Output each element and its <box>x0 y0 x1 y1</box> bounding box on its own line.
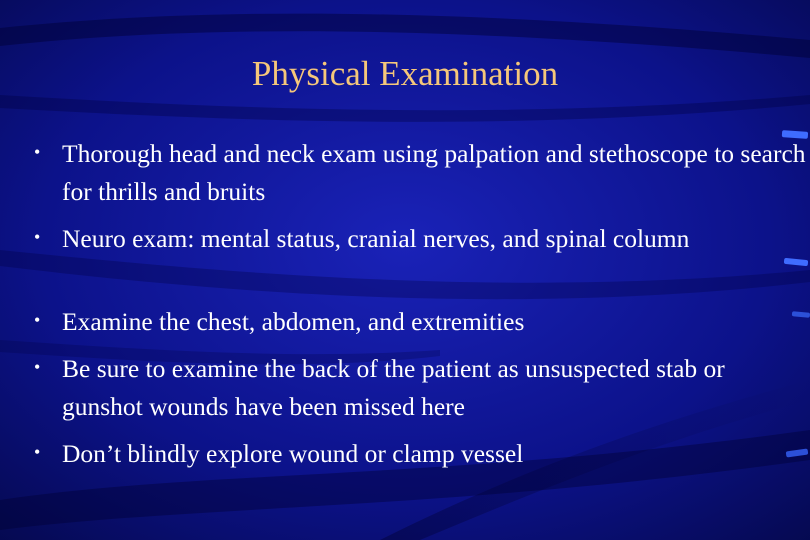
bullet-dot: • <box>34 142 41 162</box>
slide-title: Physical Examination <box>251 54 559 93</box>
bullet-text: Be sure to examine the back of the patient as unsuspected stab or gunshot wounds have been missed here <box>62 354 725 421</box>
bullet-item <box>34 220 807 258</box>
bullet-dot: • <box>34 442 41 462</box>
bullet-item <box>34 135 807 211</box>
bullet-item <box>34 303 807 341</box>
bullet-item <box>34 350 807 426</box>
bullet-dot: • <box>34 310 41 330</box>
bullet-item <box>34 435 807 473</box>
bullet-text: Don’t blindly explore wound or clamp vessel <box>62 439 524 468</box>
bullet-dot: • <box>34 357 41 377</box>
bullet-text: Neuro exam: mental status, cranial nerves, and spinal column <box>62 224 690 253</box>
bullet-dot: • <box>34 227 41 247</box>
bullet-text: Thorough head and neck exam using palpation and stethoscope to search for thrills and bruits <box>62 139 806 206</box>
bullet-text: Examine the chest, abdomen, and extremities <box>62 307 525 336</box>
